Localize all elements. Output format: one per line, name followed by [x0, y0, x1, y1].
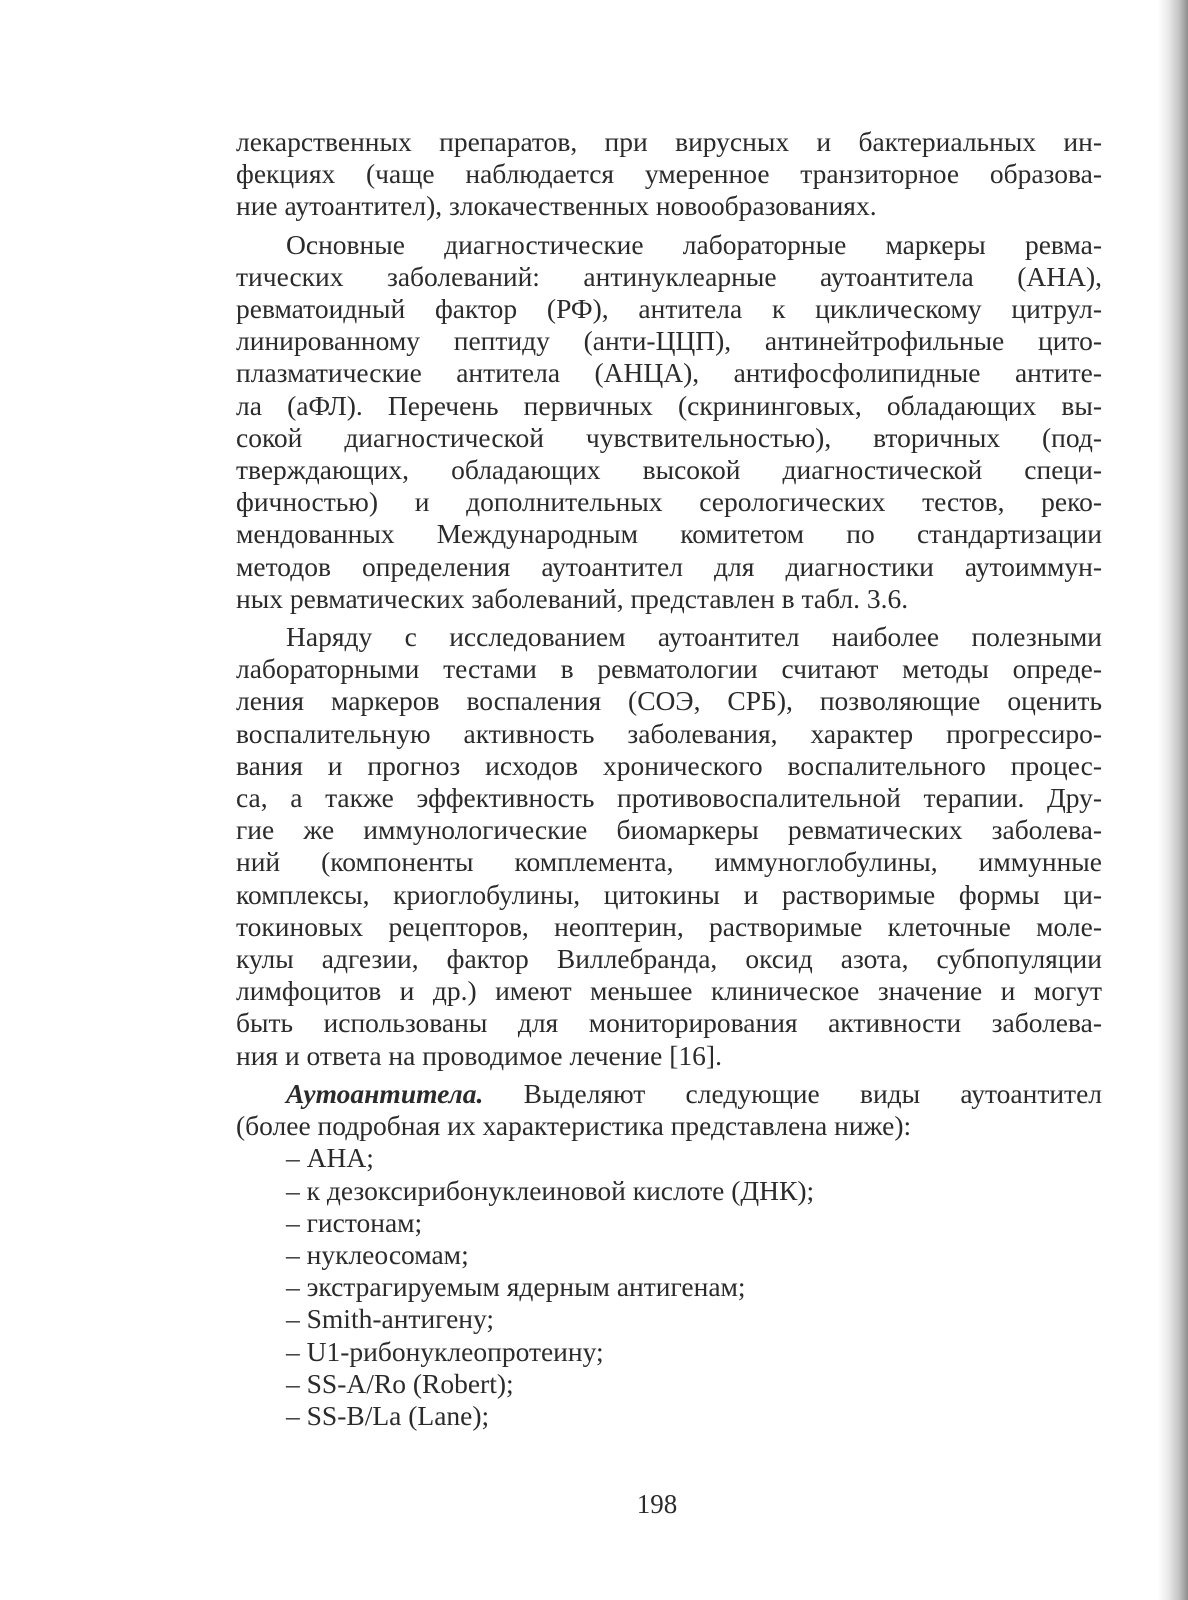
- text-line: ных ревматических заболеваний, представлен в табл. 3.6.: [236, 582, 909, 614]
- list-item: – Smith-антигену;: [286, 1303, 495, 1335]
- text-line: воспалительную активность заболевания, характер прогрессиро-: [236, 717, 1102, 749]
- text-line: лекарственных препаратов, при вирусных и бактериальных ин-: [236, 126, 1102, 157]
- list-item: – SS-B/La (Lane);: [286, 1399, 490, 1431]
- text-line: линированному пептиду (анти-ЦЦП), антинейтрофильные цито-: [236, 325, 1102, 357]
- page-text: [236, 126, 1102, 1432]
- text-line: кулы адгезии, фактор Виллебранда, оксид азота, субпопуляции: [236, 943, 1102, 975]
- text-line: тверждающих, обладающих высокой диагностической специ-: [236, 454, 1102, 486]
- text-line: быть использованы для мониторирования активности заболева-: [236, 1007, 1102, 1039]
- list-item: – нуклеосомам;: [286, 1238, 469, 1270]
- text-line: плазматические антитела (АНЦА), антифосфолипидные антите-: [236, 357, 1102, 389]
- text-line: тических заболеваний: антинуклеарные аутоантитела (АНА),: [236, 260, 1102, 292]
- text-line: токиновых рецепторов, неоптерин, растворимые клеточные моле-: [236, 910, 1102, 942]
- text-line: фичностью) и дополнительных серологических тестов, реко-: [236, 486, 1102, 518]
- text-line: вания и прогноз исходов хронического воспалительного процес-: [236, 749, 1102, 781]
- text-line: [236, 1078, 1102, 1110]
- autoantibodies-section: [236, 1078, 1102, 1432]
- text-line: лабораторными тестами в ревматологии считают методы опреде-: [236, 653, 1102, 685]
- text-line: Основные диагностические лабораторные маркеры ревма-: [286, 228, 1102, 260]
- text-line: методов определения аутоантител для диагностики аутоиммун-: [236, 550, 1102, 582]
- text-line: мендованных Международным комитетом по стандартизации: [236, 518, 1102, 550]
- list-item: – U1-рибонуклеопротеину;: [286, 1335, 604, 1367]
- text-line: ний (компоненты комплемента, иммуноглобулины, иммунные: [236, 846, 1102, 878]
- text-line: са, а также эффективность противовоспалительной терапии. Дру-: [236, 782, 1102, 814]
- list-item: – SS-A/Ro (Robert);: [286, 1367, 514, 1399]
- paragraph-2: [236, 229, 1102, 615]
- page-edge-shadow: [1158, 0, 1188, 1600]
- text-line: Наряду с исследованием аутоантител наиболее полезными: [286, 621, 1102, 653]
- text-line: ревматоидный фактор (РФ), антитела к циклическому цитрул-: [236, 293, 1102, 325]
- text-line: ла (аФЛ). Перечень первичных (скрининговых, обладающих вы-: [236, 389, 1102, 421]
- text-line: комплексы, криоглобулины, цитокины и растворимые формы ци-: [236, 878, 1102, 910]
- text-line: фекциях (чаще наблюдается умеренное транзиторное образова-: [236, 158, 1102, 190]
- text-line: ния и ответа на проводимое лечение [16].: [236, 1039, 722, 1071]
- text-line: ние аутоантител), злокачественных новообразованиях.: [236, 190, 877, 222]
- text-line: гие же иммунологические биомаркеры ревматических заболева-: [236, 814, 1102, 846]
- paragraph-3: [236, 621, 1102, 1072]
- list-item: – АНА;: [286, 1142, 374, 1174]
- list-item: – экстрагируемым ядерным антигенам;: [286, 1271, 746, 1303]
- paragraph-1: [236, 126, 1102, 223]
- text-line: сокой диагностической чувствительностью), вторичных (под-: [236, 421, 1102, 453]
- text-line: (более подробная их характеристика представлена ниже):: [236, 1110, 912, 1142]
- text-line: лимфоцитов и др.) имеют меньшее клиническое значение и могут: [236, 975, 1102, 1007]
- autoantibody-list: [236, 1142, 1102, 1432]
- page-number: 198: [636, 1489, 678, 1519]
- section-term: Аутоантитела.: [286, 1077, 484, 1109]
- text-line: ления маркеров воспаления (СОЭ, СРБ), позволяющие оценить: [236, 685, 1102, 717]
- list-item: – гистонам;: [286, 1206, 423, 1238]
- list-item: – к дезоксирибонуклеиновой кислоте (ДНК);: [286, 1174, 815, 1206]
- section-intro: Выделяют следующие виды аутоантител: [483, 1077, 1102, 1109]
